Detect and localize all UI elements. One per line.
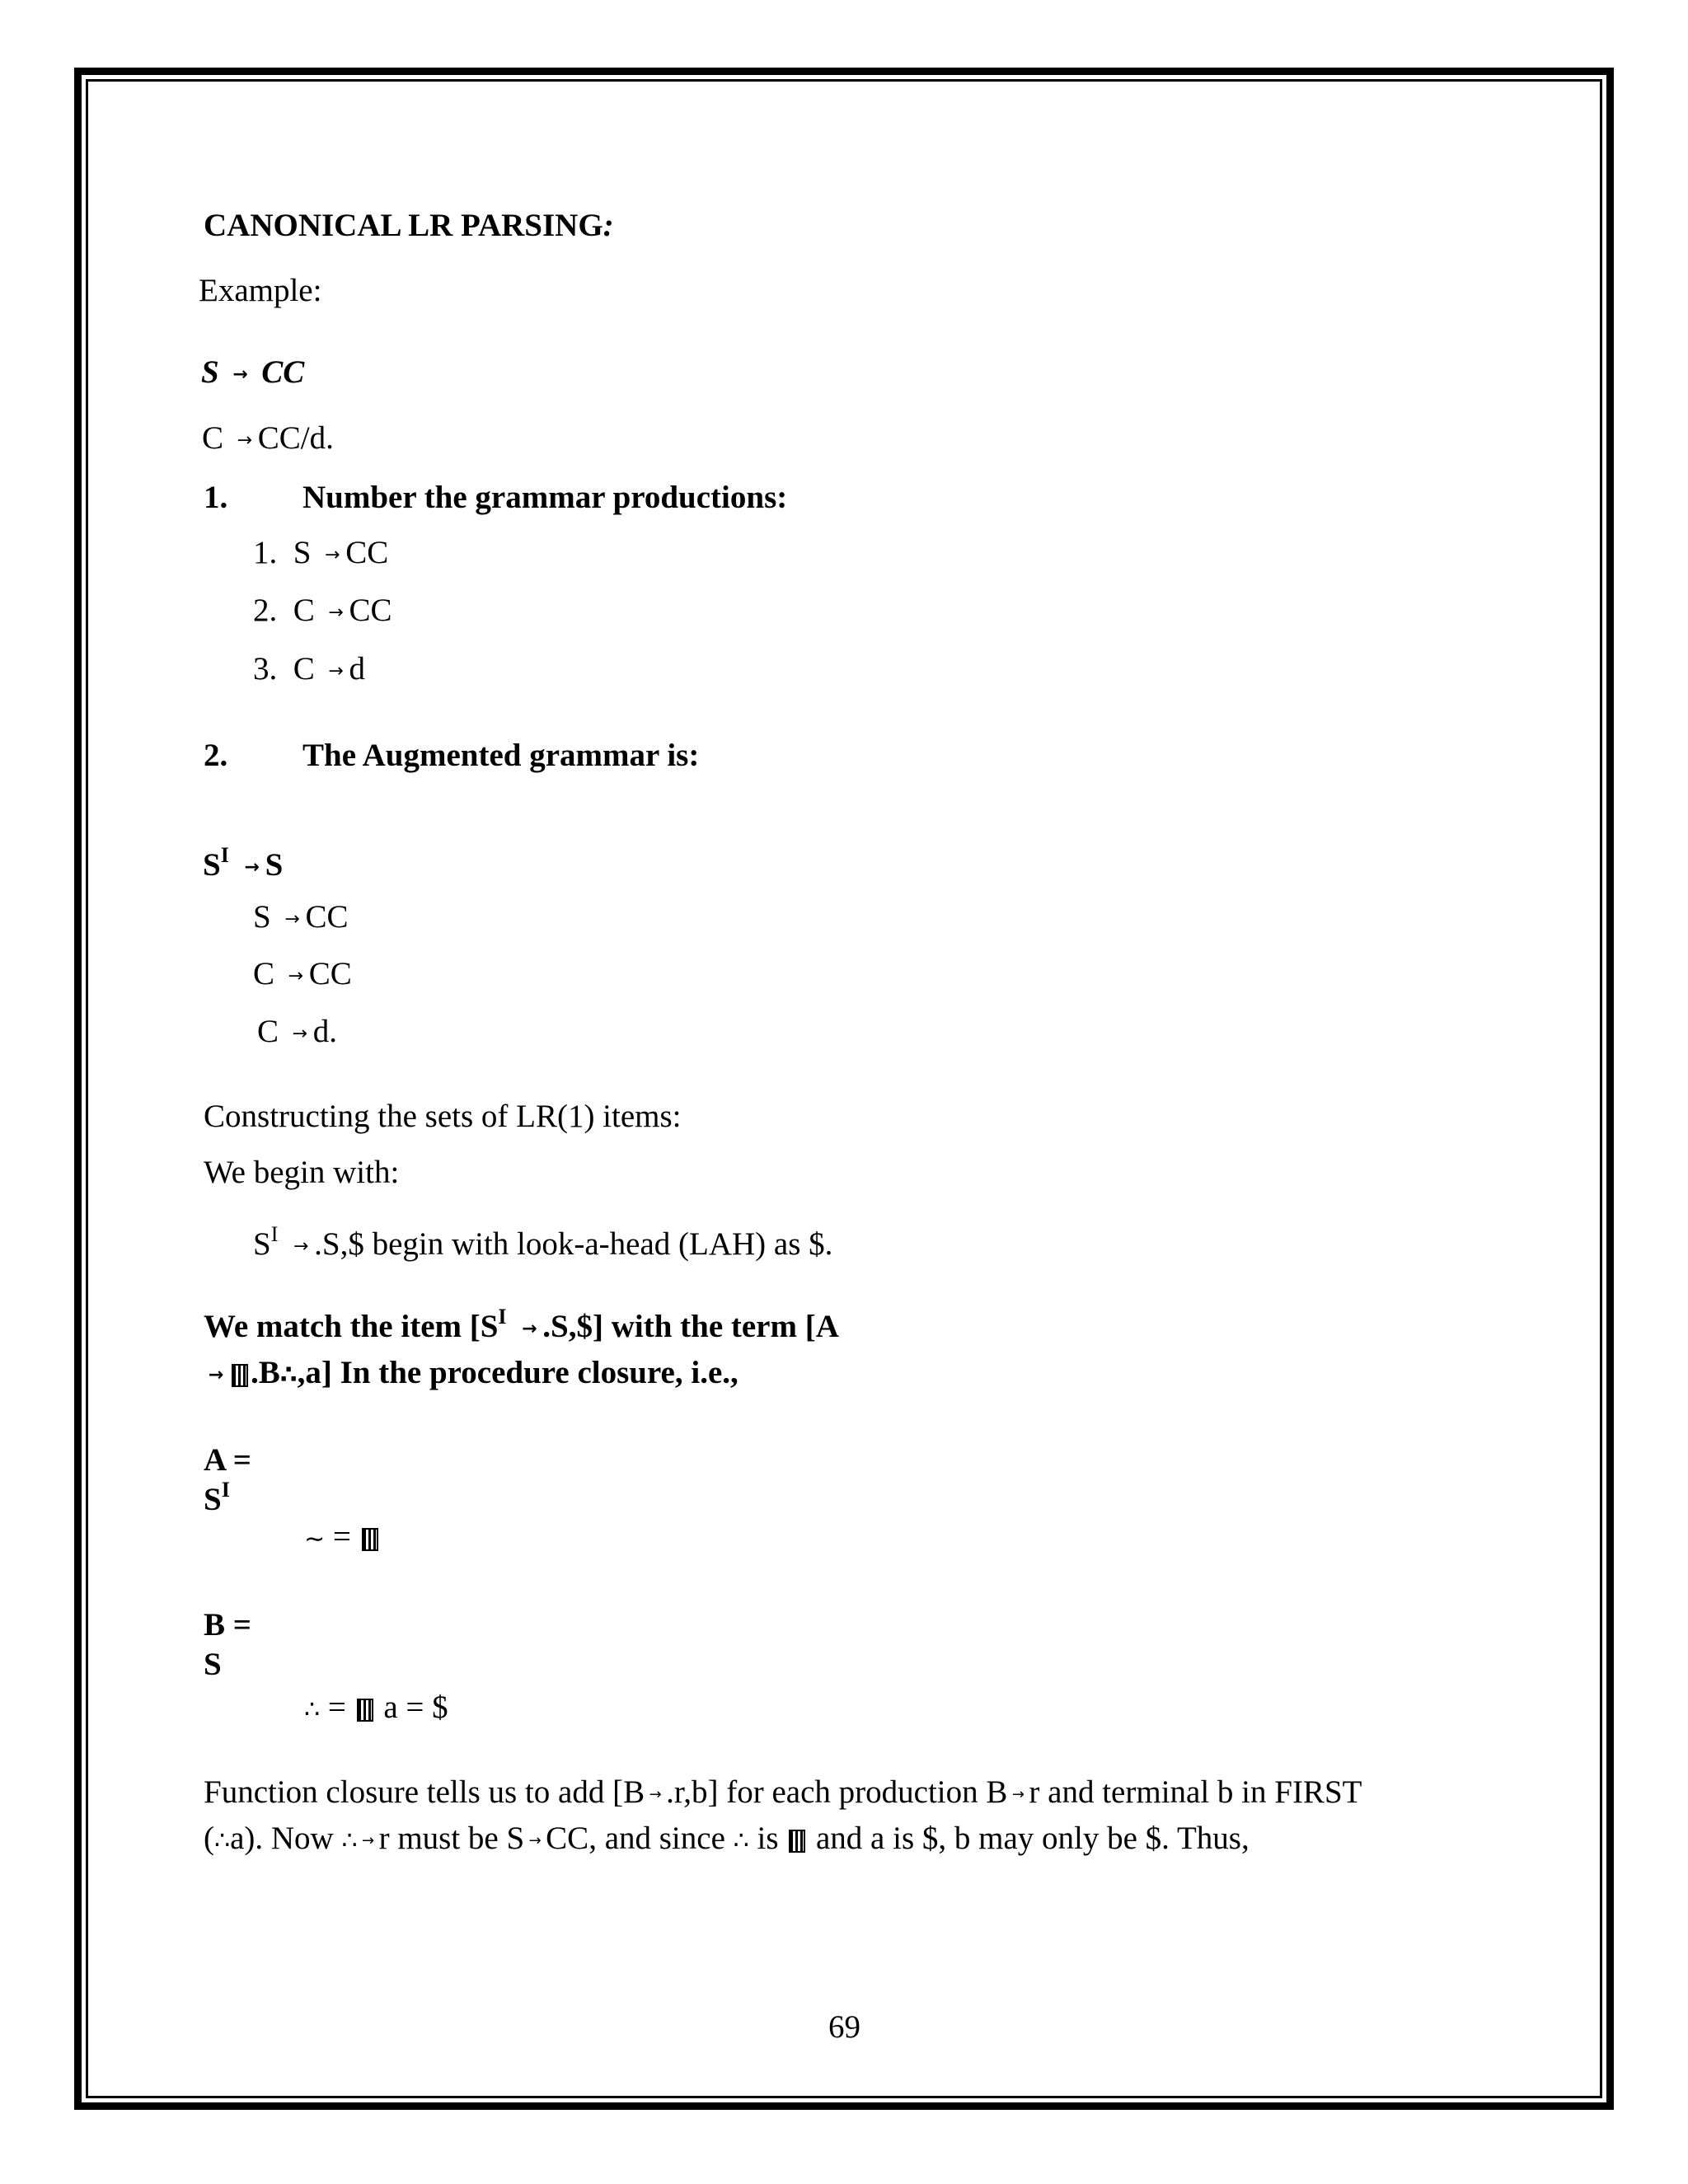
prime-superscript: I — [221, 1478, 230, 1502]
production-lhs: C — [293, 593, 315, 628]
arrow-icon: → — [528, 1832, 542, 1850]
prime-superscript: I — [220, 843, 229, 867]
beta-symbol-icon: ∴ — [733, 1826, 749, 1855]
grammar-line-1-lhs: S — [201, 354, 219, 390]
production-item-3 — [253, 653, 365, 685]
production-number: 1. — [253, 535, 278, 570]
initial-item-text: .S,$ begin with look-a-head (LAH) as $. — [314, 1226, 833, 1262]
arrow-icon: → — [244, 857, 260, 879]
grammar-line-1 — [201, 356, 304, 388]
epsilon-symbol-icon — [789, 1830, 805, 1853]
match-text-3: .B — [251, 1355, 280, 1390]
match-line-1 — [204, 1305, 839, 1344]
augmented-start-lhs: S — [203, 847, 221, 883]
alpha-assignment — [304, 1521, 381, 1553]
a-value-text: S — [204, 1482, 222, 1517]
augmented-rule-rhs: d. — [312, 1014, 338, 1049]
arrow-icon: → — [292, 1024, 307, 1045]
grammar-line-2-rhs: CC/d. — [257, 420, 334, 456]
a-label: A = — [204, 1442, 251, 1478]
augmented-rule-lhs: C — [257, 1014, 279, 1049]
epsilon-symbol-icon — [357, 1699, 373, 1722]
augmented-rule-1 — [253, 901, 348, 933]
production-rhs: CC — [345, 535, 389, 570]
match-text-4: ,a] In the procedure closure, i.e., — [297, 1355, 738, 1390]
production-number: 3. — [253, 651, 278, 687]
production-item-1 — [253, 537, 388, 569]
production-number: 2. — [253, 593, 278, 628]
arrow-icon: → — [208, 1365, 224, 1386]
title-text: CANONICAL LR PARSING — [204, 208, 603, 243]
initial-item — [253, 1222, 833, 1262]
a-value — [204, 1478, 232, 1517]
arrow-icon: → — [362, 1832, 375, 1850]
step-1-text: Number the grammar productions: — [302, 480, 788, 515]
b-value: S — [204, 1647, 222, 1682]
grammar-line-2 — [202, 422, 334, 454]
arrow-icon: → — [328, 661, 344, 682]
closure-text-1a: Function closure tells us to add [B — [204, 1774, 645, 1810]
augmented-rule-3 — [257, 1015, 337, 1047]
equals-sign: = — [327, 1690, 346, 1725]
step-1-heading — [204, 481, 787, 513]
arrow-icon: → — [324, 545, 340, 566]
arrow-icon: → — [649, 1786, 662, 1804]
augmented-rule-rhs: CC — [308, 956, 352, 991]
closure-text-2b: a). Now — [230, 1821, 334, 1856]
arrow-icon: → — [522, 1319, 537, 1340]
augmented-rule-rhs: CC — [305, 899, 349, 935]
arrow-icon: → — [284, 909, 300, 930]
closure-line-1 — [204, 1776, 1362, 1808]
initial-item-lhs: S — [253, 1226, 271, 1262]
step-1-number: 1. — [204, 480, 228, 515]
production-item-2 — [253, 594, 392, 626]
arrow-icon: → — [293, 1236, 309, 1258]
step-2-number: 2. — [204, 738, 228, 773]
augmented-start-rule — [203, 843, 284, 883]
match-line-2 — [203, 1357, 738, 1389]
beta-symbol-icon: ∴ — [214, 1826, 231, 1855]
augmented-rule-lhs: C — [253, 956, 275, 991]
constructing-text: Constructing the sets of LR(1) items: — [204, 1099, 682, 1134]
closure-text-2c: r must be S — [378, 1821, 525, 1856]
arrow-icon: → — [232, 364, 248, 386]
closure-text-2d: CC, and since — [546, 1821, 725, 1856]
closure-text-2a: ( — [204, 1821, 214, 1856]
closure-text-1c: r and terminal b in FIRST — [1029, 1774, 1362, 1810]
equals-sign: = — [332, 1519, 351, 1554]
arrow-icon: → — [1011, 1786, 1025, 1804]
production-lhs: S — [293, 535, 312, 570]
match-text-1: We match the item [S — [204, 1309, 499, 1344]
prime-superscript: I — [270, 1222, 279, 1246]
augmented-start-rhs: S — [265, 847, 284, 883]
step-2-text: The Augmented grammar is: — [302, 738, 700, 773]
alpha-symbol-icon — [232, 1364, 248, 1387]
b-label: B = — [204, 1607, 251, 1643]
closure-text-2f: and a is $, b may only be $. Thus, — [816, 1821, 1250, 1856]
grammar-line-2-lhs: C — [202, 420, 224, 456]
example-label: Example: — [199, 273, 322, 308]
title-colon: : — [603, 208, 614, 243]
epsilon-symbol-icon — [362, 1528, 378, 1551]
beta-symbol-icon: ∴ — [279, 1361, 298, 1390]
step-2-heading — [204, 739, 699, 771]
closure-text-1b: .r,b] for each production B — [666, 1774, 1008, 1810]
closure-text-2e: is — [757, 1821, 779, 1856]
page-number: 69 — [828, 2009, 860, 2045]
grammar-line-1-rhs: CC — [261, 354, 305, 390]
begin-text: We begin with: — [204, 1155, 400, 1190]
lookahead-assignment: a = $ — [383, 1690, 448, 1725]
arrow-icon: → — [237, 430, 252, 452]
production-lhs: C — [293, 651, 315, 687]
arrow-icon: → — [288, 966, 303, 987]
match-text-2: .S,$] with the term [A — [542, 1309, 839, 1344]
augmented-rule-2 — [253, 958, 352, 990]
alpha-symbol-icon: ∼ — [304, 1525, 326, 1554]
beta-assignment — [304, 1691, 448, 1723]
production-rhs: CC — [349, 593, 392, 628]
beta-symbol-icon: ∴ — [341, 1826, 358, 1855]
production-rhs: d — [349, 651, 366, 687]
augmented-rule-lhs: S — [253, 899, 271, 935]
prime-superscript: I — [498, 1305, 507, 1329]
closure-line-2 — [204, 1822, 1250, 1854]
beta-symbol-icon: ∴ — [304, 1695, 321, 1724]
page-title — [204, 209, 614, 241]
arrow-icon: → — [328, 602, 344, 624]
